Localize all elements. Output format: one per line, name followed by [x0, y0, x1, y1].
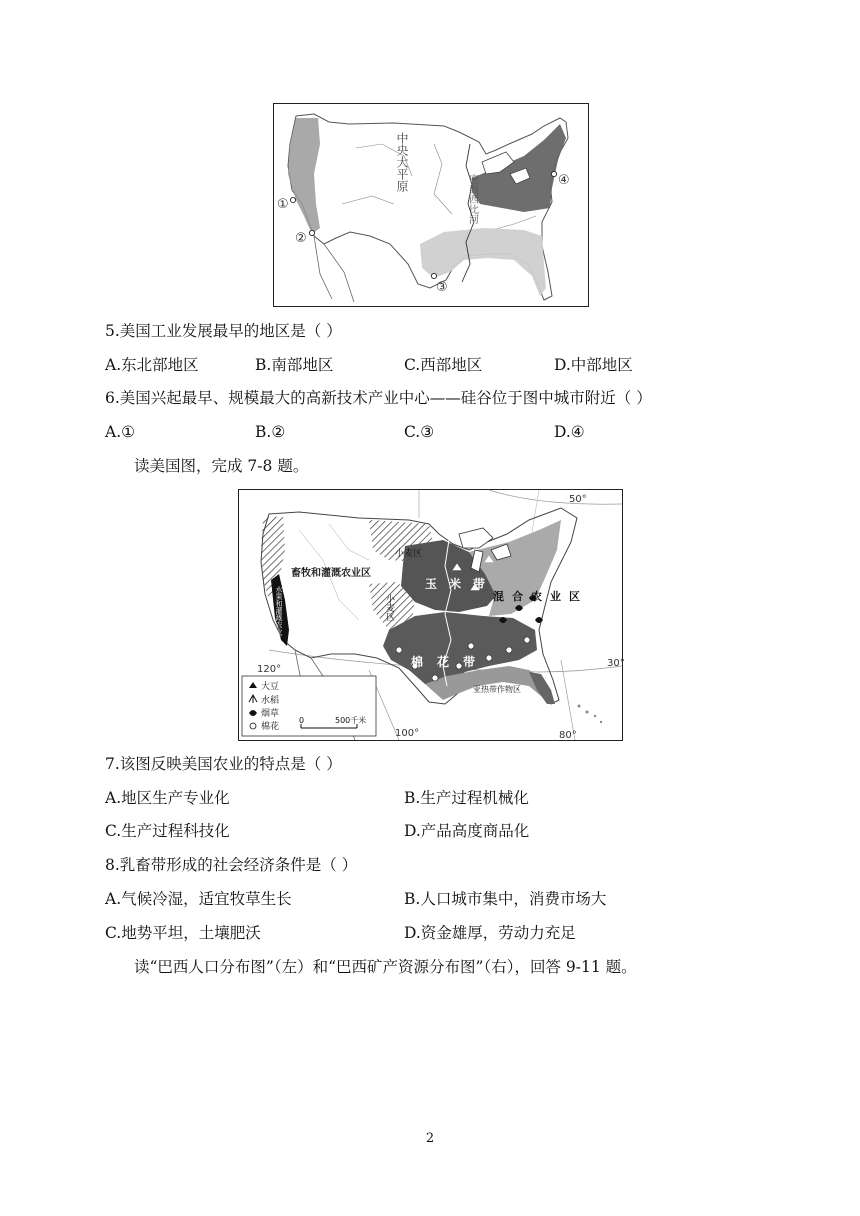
question-5-option-c: C.西部地区 — [404, 356, 483, 374]
question-5-stem: 5.美国工业发展最早的地区是（ ） — [105, 322, 342, 340]
spring-wheat-label: 小麦区 — [395, 549, 423, 559]
question-8-option-b: B.人口城市集中，消费市场大 — [404, 890, 607, 908]
question-8-option-c: C.地势平坦，土壤肥沃 — [105, 924, 261, 942]
winter-wheat-label: 小麦区 — [384, 594, 394, 621]
cotton-belt-label: 棉花带 — [411, 655, 490, 669]
question-6-option-d: D.④ — [554, 423, 585, 441]
question-5-option-a: A.东北部地区 — [105, 356, 199, 374]
legend-rice: 水稻 — [261, 696, 280, 706]
question-7-stem: 7.该图反映美国农业的特点是（ ） — [105, 755, 342, 773]
scale-label: 500千米 — [335, 716, 367, 725]
mississippi-river-label: 密西西比河 — [466, 174, 478, 224]
question-5-option-b: B.南部地区 — [255, 356, 334, 374]
marker-1-label: ① — [277, 197, 289, 212]
question-7-option-a: A.地区生产专业化 — [105, 789, 230, 807]
longitude-120-label: 120° — [257, 664, 282, 675]
intro-questions-9-11: 读“巴西人口分布图”（左）和“巴西矿产资源分布图”（右），回答 9-11 题。 — [134, 958, 637, 976]
page-number: 2 — [425, 1131, 435, 1146]
question-7-option-d: D.产品高度商品化 — [404, 822, 530, 840]
intro-questions-7-8: 读美国图，完成 7-8 题。 — [134, 457, 309, 475]
marker-2-label: ② — [295, 231, 307, 246]
question-6-option-c: C.③ — [404, 423, 435, 441]
latitude-50-label: 50° — [569, 494, 587, 505]
usa-agriculture-map — [238, 489, 623, 741]
question-8-stem: 8.乳畜带形成的社会经济条件是（ ） — [105, 856, 358, 874]
usa-agriculture-map-svg — [239, 490, 625, 741]
subtropical-crops-label: 亚热带作物区 — [473, 685, 521, 694]
question-6-stem: 6.美国兴起最早、规模最大的高新技术产业中心——硅谷位于图中城市附近（ ） — [105, 389, 652, 407]
corn-belt-label: 玉米带 — [425, 577, 498, 591]
longitude-100-label: 100° — [395, 728, 420, 739]
question-8-option-d: D.资金雄厚，劳动力充足 — [404, 924, 576, 942]
legend-cotton: 棉花 — [261, 722, 280, 732]
marker-3-label: ③ — [436, 280, 448, 295]
question-7-option-c: C.生产过程科技化 — [105, 822, 230, 840]
longitude-80-label: 80° — [559, 730, 577, 741]
usa-industry-map — [273, 103, 589, 307]
fruit-irrigation-label: 水果和灌溉农业区 — [275, 586, 283, 642]
ranching-irrigation-label: 畜牧和灌溉农业区 — [291, 568, 371, 579]
latitude-30-label: 30° — [607, 658, 625, 669]
legend-soybean: 大豆 — [261, 682, 280, 692]
map-legend — [242, 676, 376, 736]
question-6-option-b: B.② — [255, 423, 286, 441]
central-plains-label: 中央大平原 — [395, 132, 409, 192]
question-6-option-a: A.① — [105, 423, 136, 441]
question-7-option-b: B.生产过程机械化 — [404, 789, 529, 807]
mixed-agriculture-label: 混合农业区 — [493, 590, 588, 603]
legend-tobacco: 烟草 — [261, 709, 280, 719]
cotton-icon — [250, 723, 256, 729]
scale-zero-label: 0 — [299, 716, 305, 725]
usa-industry-map-svg — [274, 104, 588, 306]
question-8-option-a: A.气候冷湿，适宜牧草生长 — [105, 890, 292, 908]
question-5-option-d: D.中部地区 — [554, 356, 633, 374]
marker-4-label: ④ — [558, 173, 570, 188]
west-region-shading — [288, 118, 320, 234]
